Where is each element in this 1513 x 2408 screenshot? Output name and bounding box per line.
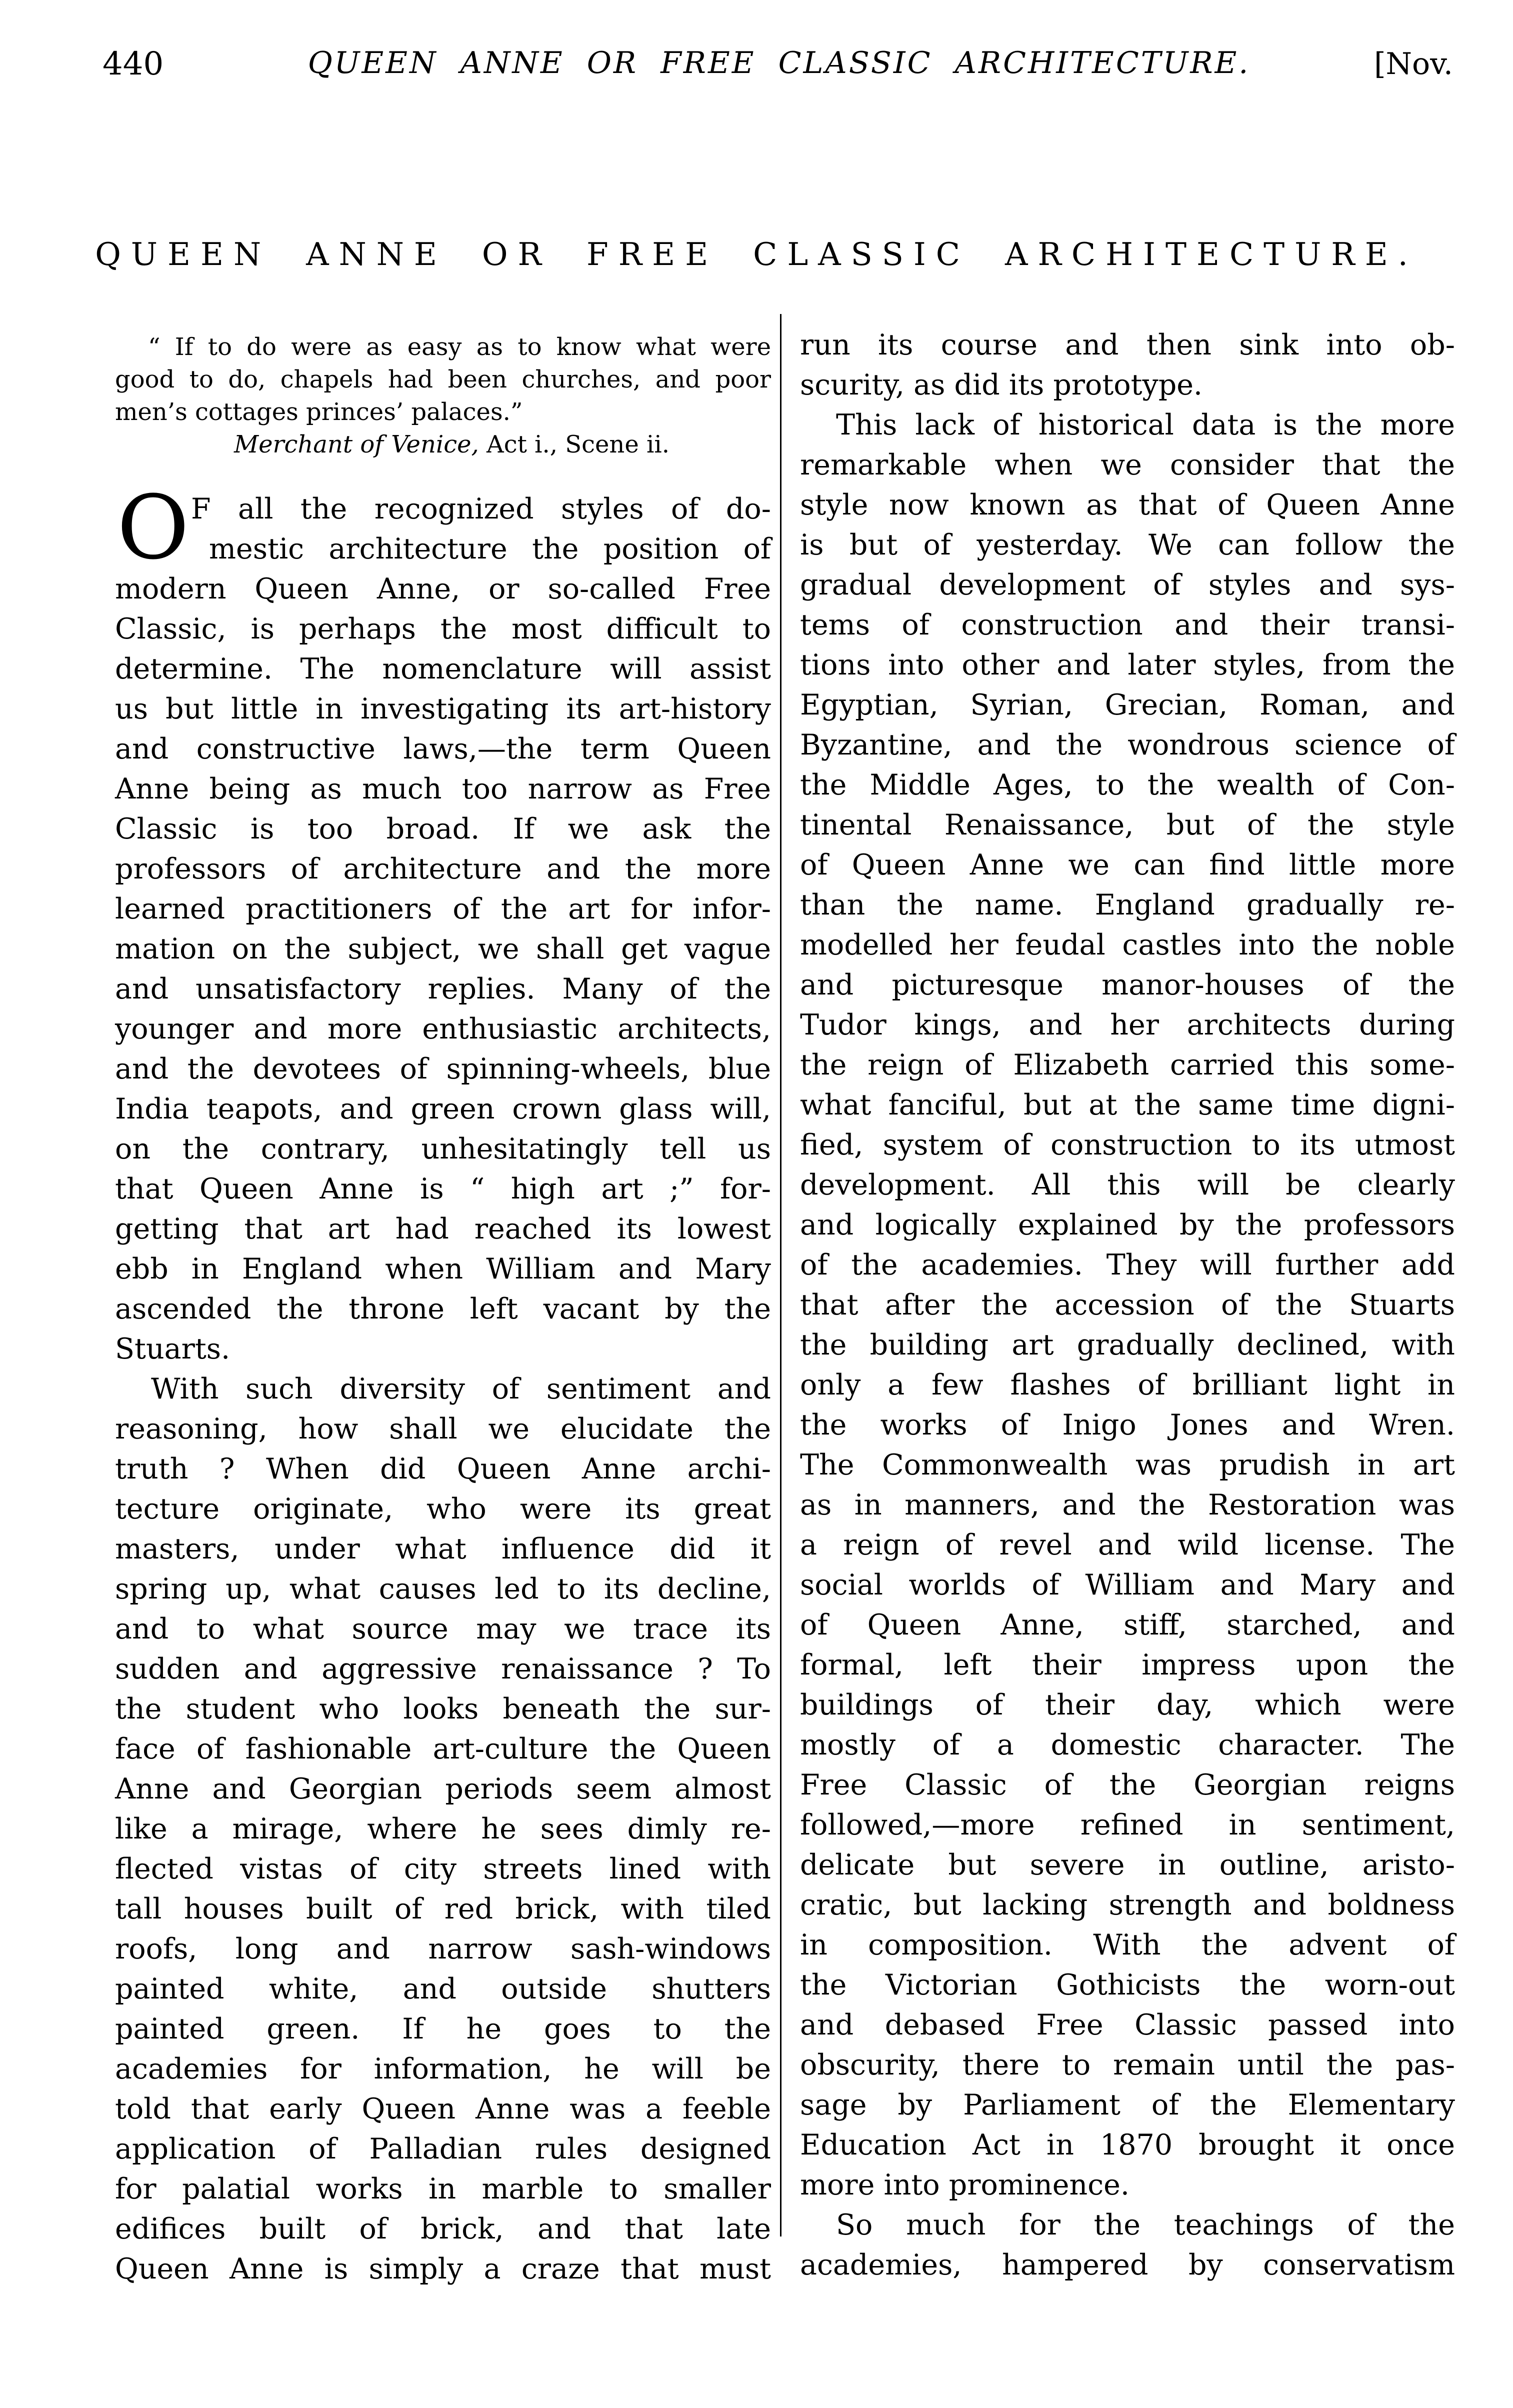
paragraph-2 [115,1369,771,2289]
text-line: good to do, chapels had been churches, and poor [115,366,771,394]
text-line: fied, system of construction to its utmost [800,1128,1455,1162]
text-line: The Commonwealth was prudish in art [800,1448,1455,1482]
text-line: getting that art had reached its lowest [115,1212,771,1246]
text-line: the student who looks beneath the sur- [115,1692,771,1726]
text-line: scurity, as did its prototype. [800,368,1203,402]
right-column [800,325,1455,2285]
text-line: men’s cottages princes’ palaces.” [115,398,523,426]
text-line: formal, left their impress upon the [800,1648,1455,1682]
text-line: of Queen Anne, stiff, starched, and [800,1608,1455,1642]
text-line: told that early Queen Anne was a feeble [115,2092,771,2126]
text-line: mostly of a domestic character. The [800,1728,1455,1762]
text-line: the Victorian Gothicists the worn-out [800,1968,1455,2002]
text-line: India teapots, and green crown glass will, [115,1092,771,1126]
epigraph [115,331,771,461]
text-line: tions into other and later styles, from the [800,648,1455,682]
text-line: more into prominence. [800,2168,1130,2202]
text-line: development. All this will be clearly [800,1168,1455,1202]
epigraph-quote [115,331,771,428]
text-line: sudden and aggressive renaissance ? To [115,1652,771,1686]
text-line: edifices built of brick, and that late [115,2212,771,2246]
text-line: application of Palladian rules designed [115,2132,771,2166]
left-column [115,331,771,2289]
text-line: on the contrary, unhesitatingly tell us [115,1132,771,1166]
text-line: Classic is too broad. If we ask the [115,812,771,846]
text-line: face of fashionable art-culture the Queen [115,1732,771,1766]
text-line: younger and more enthusiastic architects, [115,1012,771,1046]
paragraph-2-lines [115,1369,771,2289]
text-line: truth ? When did Queen Anne archi- [115,1452,771,1486]
text-line: tecture originate, who were its great [115,1492,771,1526]
text-line: modern Queen Anne, or so-called Free [115,572,771,606]
text-line: style now known as that of Queen Anne [800,488,1455,522]
text-line: flected vistas of city streets lined with [115,1852,771,1886]
text-line: painted white, and outside shutters [115,1972,771,2006]
text-line: only a few flashes of brilliant light in [800,1368,1455,1402]
text-line: gradual development of styles and sys- [800,568,1455,602]
running-title: QUEEN ANNE OR FREE CLASSIC ARCHITECTURE. [308,46,1250,80]
paragraph-1-lines [115,489,771,1369]
text-line: “ If to do were as easy as to know what were [148,333,771,361]
text-line: and unsatisfactory replies. Many of the [115,972,771,1006]
text-line: delicate but severe in outline, aristo- [800,1848,1455,1882]
text-line: obscurity, there to remain until the pas- [800,2048,1455,2082]
text-line: remarkable when we consider that the [800,448,1455,482]
paragraph-4-lines [800,2205,1455,2285]
column-divider-rule [780,314,782,2236]
text-line: buildings of their day, which were [800,1688,1455,1722]
paragraph-4 [800,2205,1455,2285]
text-line: mestic architecture the position of [209,532,771,566]
paragraph-3-lines [800,405,1455,2205]
article-title: QUEEN ANNE OR FREE CLASSIC ARCHITECTURE. [95,236,1418,272]
text-line: us but little in investigating its art-history [115,692,771,726]
text-line: the reign of Elizabeth carried this some- [800,1048,1455,1082]
text-line: F all the recognized styles of do- [191,492,771,526]
text-line: masters, under what influence did it [115,1532,771,1566]
text-line: in composition. With the advent of [800,1928,1455,1962]
text-line: ebb in England when William and Mary [115,1252,771,1286]
paragraph-2-continuation-lines [800,325,1455,405]
text-line: and constructive laws,—the term Queen [115,732,771,766]
drop-cap-letter: O [117,476,190,579]
text-line: Education Act in 1870 brought it once [800,2128,1455,2162]
text-line: academies for information, he will be [115,2052,771,2086]
text-line: tall houses built of red brick, with tiled [115,1892,771,1926]
text-line: determine. The nomenclature will assist [115,652,771,686]
text-line: sage by Parliament of the Elementary [800,2088,1455,2122]
text-line: and logically explained by the professors [800,1208,1455,1242]
text-line: With such diversity of sentiment and [151,1372,771,1406]
text-line: academies, hampered by conservatism [800,2248,1455,2282]
text-line: for palatial works in marble to smaller [115,2172,771,2206]
text-line: followed,—more refined in sentiment, [800,1808,1455,1842]
paragraph-2-continuation [800,325,1455,405]
text-line: social worlds of William and Mary and [800,1568,1455,1602]
text-line: tems of construction and their transi- [800,608,1455,642]
text-line: Free Classic of the Georgian reigns [800,1768,1455,1802]
text-line: learned practitioners of the art for infor- [115,892,771,926]
text-line: that Queen Anne is “ high art ;” for- [115,1172,771,1206]
text-line: than the name. England gradually re- [800,888,1455,922]
text-line: what fanciful, but at the same time digni- [800,1088,1455,1122]
text-line: like a mirage, where he sees dimly re- [115,1812,771,1846]
text-line: reasoning, how shall we elucidate the [115,1412,771,1446]
text-line: Queen Anne is simply a craze that must [115,2252,771,2286]
text-line: the Middle Ages, to the wealth of Con- [800,768,1455,802]
text-line: and debased Free Classic passed into [800,2008,1455,2042]
text-line: Egyptian, Syrian, Grecian, Roman, and [800,688,1455,722]
text-line: that after the accession of the Stuarts [800,1288,1455,1322]
text-line: of Queen Anne we can find little more [800,848,1455,882]
text-line: run its course and then sink into ob- [800,328,1455,362]
text-line: tinental Renaissance, but of the style [800,808,1455,842]
text-line: This lack of historical data is the more [836,408,1455,442]
text-line: Byzantine, and the wondrous science of [800,728,1455,762]
text-line: as in manners, and the Restoration was [800,1488,1455,1522]
text-line: and picturesque manor-houses of the [800,968,1455,1002]
text-line: cratic, but lacking strength and boldness [800,1888,1455,1922]
text-line: a reign of revel and wild license. The [800,1528,1455,1562]
text-line: professors of architecture and the more [115,852,771,886]
text-line: of the academies. They will further add [800,1248,1455,1282]
text-line: modelled her feudal castles into the noble [800,928,1455,962]
text-line: the building art gradually declined, with [800,1328,1455,1362]
text-line: spring up, what causes led to its decline, [115,1572,771,1606]
text-line: the works of Inigo Jones and Wren. [800,1408,1455,1442]
attribution-source: Merchant of Venice, [234,430,479,458]
text-line: and to what source may we trace its [115,1612,771,1646]
text-line: and the devotees of spinning-wheels, blue [115,1052,771,1086]
page-number: 440 [102,46,164,82]
text-line: roofs, long and narrow sash-windows [115,1932,771,1966]
text-line: painted green. If he goes to the [115,2012,771,2046]
text-line: Tudor kings, and her architects during [800,1008,1455,1042]
attribution-reference: Act i., Scene ii. [478,430,670,458]
paragraph-1 [115,476,771,1369]
text-line: ascended the throne left vacant by the [115,1292,771,1326]
text-line: So much for the teachings of the [836,2208,1455,2242]
epigraph-attribution [115,428,771,461]
text-line: Anne being as much too narrow as Free [115,772,771,806]
text-line: is but of yesterday. We can follow the [800,528,1455,562]
text-line: Anne and Georgian periods seem almost [115,1772,771,1806]
text-line: Classic, is perhaps the most difficult to [115,612,771,646]
text-line: Stuarts. [115,1332,230,1366]
text-line: mation on the subject, we shall get vague [115,932,771,966]
issue-month-label: [Nov. [1374,46,1453,82]
paragraph-3 [800,405,1455,2205]
